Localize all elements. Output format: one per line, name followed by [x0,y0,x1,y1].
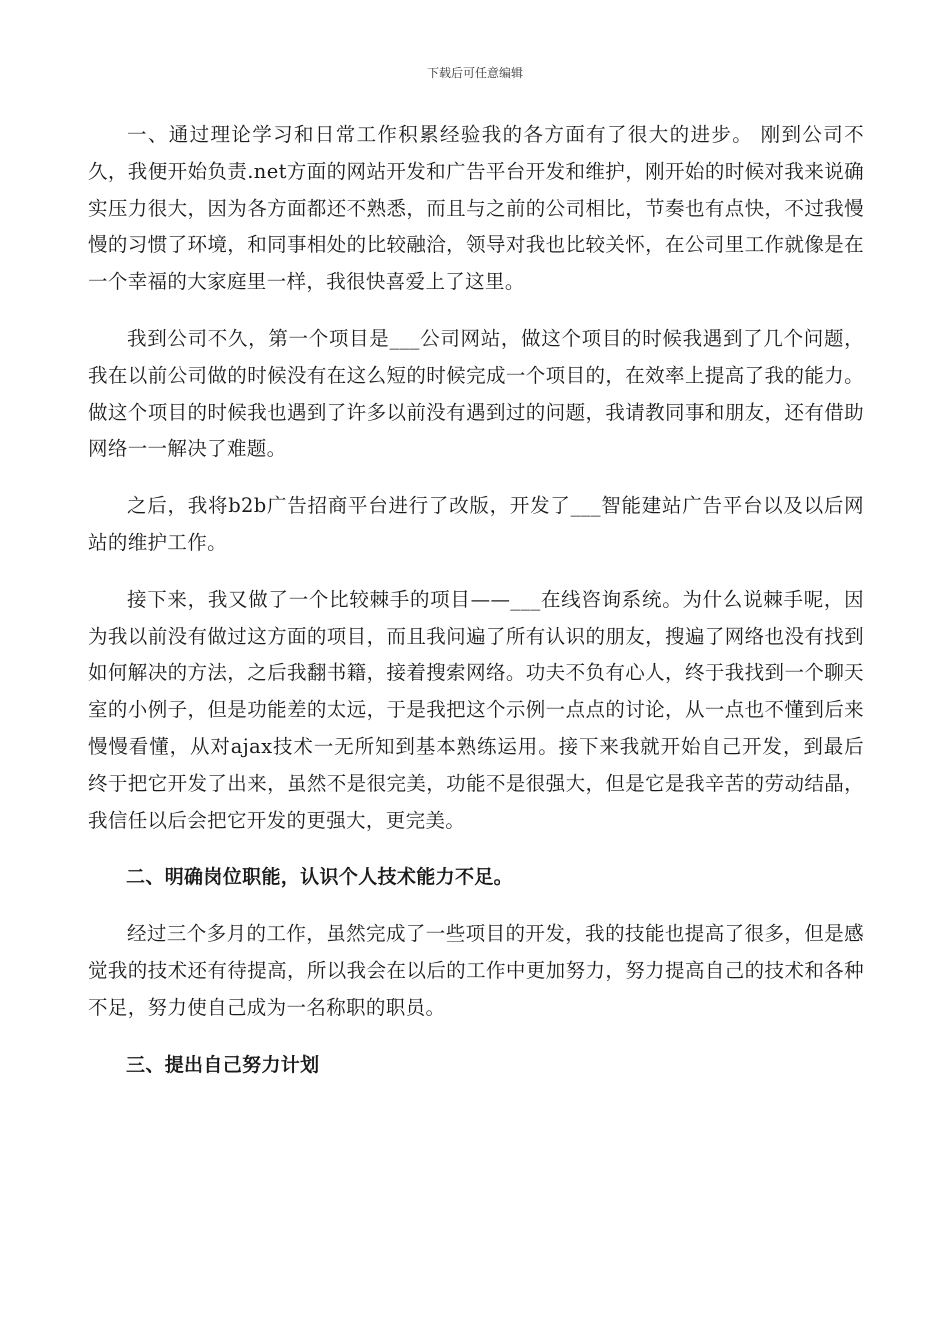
page-header: 下载后可任意编辑 [426,66,523,80]
section-heading-2: 二、明确岗位职能，认识个人技术能力不足。 [126,866,514,889]
paragraph-1: 一、通过理论学习和日常工作积累经验我的各方面有了很大的进步。 刚到公司不久，我便开始负责.net方面的网站开发和广告平台开发和维护，刚开始的时候对我来说确实压力很大，因为各方面都还不熟悉，而且与之前的公司相比，节奏也有点快，不过我慢慢的习惯了环境，和同事相处的比较融洽，领导对我也比较关怀，在公司里工作就像是在一个幸福的大家庭里一样，我很快喜爱上了这里。 [88,123,864,294]
paragraph-4: 接下来，我又做了一个比较棘手的项目——___在线咨询系统。为什么说棘手呢，因为我以前没有做过这方面的项目，而且我问遍了所有认识的朋友，搜遍了网络也没有找到如何解决的方法，之后我翻书籍，接着搜索网络。功夫不负有心人，终于我找到一个聊天室的小例子，但是功能差的太远，于是我把这个示例一点点的讨论，从一点也不懂到后来慢慢看懂，从对ajax技术一无所知到基本熟练运用。接下来我就开始自己开发，到最后终于把它开发了出来，虽然不是很完美，功能不是很强大，但是它是我辛苦的劳动结晶，我信任以后会把它开发的更强大，更完美。 [88,587,864,832]
paragraph-3: 之后，我将b2b广告招商平台进行了改版，开发了___智能建站广告平台以及以后网站的维护工作。 [88,494,864,554]
paragraph-5: 经过三个多月的工作，虽然完成了一些项目的开发，我的技能也提高了很多，但是感觉我的技术还有待提高，所以我会在以后的工作中更加努力，努力提高自己的技术和各种不足，努力使自己成为一名称职的职员。 [88,922,864,1019]
paragraph-2: 我到公司不久，第一个项目是___公司网站，做这个项目的时候我遇到了几个问题，我在以前公司做的时候没有在这么短的时候完成一个项目的，在效率上提高了我的能力。做这个项目的时候我也遇到了许多以前没有遇到过的问题，我请教同事和朋友，还有借助网络一一解决了难题。 [88,326,864,461]
document-body [88,117,864,1103]
section-heading-3: 三、提出自己努力计划 [126,1053,320,1076]
